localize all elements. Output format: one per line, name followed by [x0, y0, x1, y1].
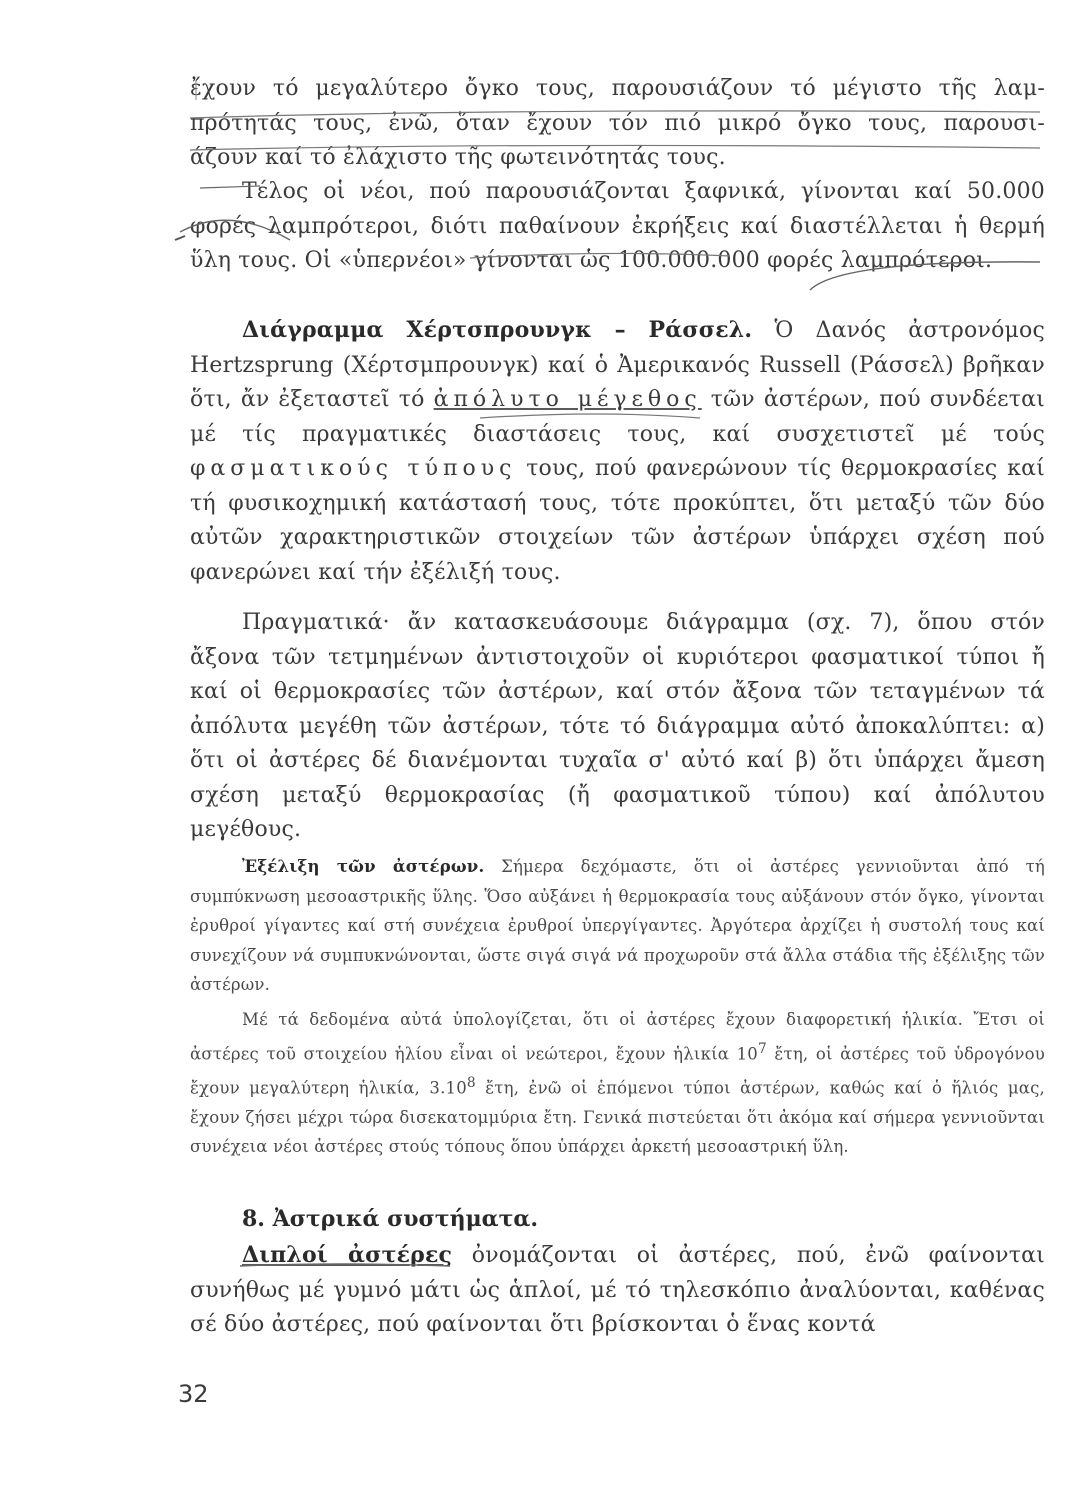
age-text: ἔτη, ἐνῶ οἱ ἑπόμενοι τύποι ἀστέρων, καθώς καί ὁ ἥλιός μας, ἔχουν ζήσει μέχρι τώρα δισεκατομμύρια ἔτη. Γενικά πιστεύεται ὅτι ἀκόμα καί σήμερα γεννιοῦνται συνέχεια νέοι ἀστέρες στούς τόπους ὅπου ὑπάρχει ἀρκετή μεσοαστρική ὕλη. [190, 1078, 1045, 1156]
evolution-text: Σήμερα δεχόμαστε, ὅτι οἱ ἀστέρες γεννιοῦνται ἀπό τή συμπύκνωση μεσοαστρικῆς ὕλης. Ὅσο αὐξάνει ἡ θερμοκρασία τους αὐξάνουν στόν ὄγκο, γίνονται ἐρυθροί γίγαντες καί στή συνέχεια ἐρυθροί ὑπεργίγαντες. Ἀργότερα ἀρχίζει ἡ συστολή τους καί συνεχίζουν νά συμπυκνώνονται, ὥστε σιγά σιγά νά προχωροῦν στά ἄλλα στάδια τῆς ἐξέλιξης τῶν ἀστέρων. [190, 857, 1045, 994]
paragraph-pragmatika [190, 606, 1045, 848]
diagram-text: τους, πού φανερώνουν τίς θερμοκρασίες καί τή φυσικοχημική κατάστασή τους, τότε προκύπτει, ὅτι μεταξύ τῶν δύο αὐτῶν χαρακτηριστικῶν στοιχείων τῶν ἀστέρων ὑπάρχει σχέση πού φανερώνει καί τήν ἐξέλιξή τους. [190, 456, 1045, 585]
diagram-text: Ὁ Δανός ἀστρονόμος Hertzsprung (Χέρτσμπρουνγκ) καί ὁ Ἀμερικανός Russell (Ράσσελ) βρῆκαν ὅτι, ἄν ἐξεταστεῖ τό [190, 318, 1045, 412]
paragraph-text: Πραγματικά· ἄν κατασκευάσουμε διάγραμμα (σχ. 7), ὅπου στόν ἄξονα τῶν τετμημένων ἀντιστοιχοῦν οἱ κυριότεροι φασματικοί τύποι ἤ καί οἱ θερμοκρασίες τῶν ἀστέρων, καί στόν ἄξονα τῶν τεταγμένων τά ἀπόλυτα μεγέθη τῶν ἀστέρων, τότε τό διάγραμμα αὐτό ἀποκαλύπτει: α) ὅτι οἱ ἀστέρες δέ διανέμονται τυχαῖα σ' αὐτό καί β) ὅτι ὑπάρχει ἄμεση σχέση μεταξύ θερμοκρασίας (ἤ φασματικοῦ τύπου) καί ἀπόλυτου μεγέθους. [190, 610, 1045, 842]
exponent: 8 [466, 1074, 476, 1091]
diagram-text: τῶν ἀστέρων, πού συνδέεται μέ τίς πραγματικές διαστάσεις τους, καί συσχετιστεῖ μέ τούς [190, 387, 1046, 447]
page-number: 32 [178, 1380, 209, 1408]
age-text: ἔτη, οἱ ἀστέρες τοῦ ὑδρογόνου ἔχουν μεγαλύτερη ἡλικία, 3.10 [190, 1044, 1045, 1097]
text-line: άζουν καί τό ἐλάχιστο τῆς φωτεινότητάς τους. [190, 145, 726, 170]
text-line: πρότητάς τους, ἐνῶ, ὅταν ἔχουν τόν πιό μικρό ὄγκο τους, παρουσι- [190, 110, 1045, 136]
continuation-paragraph [190, 72, 1045, 176]
age-text: Μέ τά δεδομένα αὐτά ὑπολογίζεται, ὅτι οἱ ἀστέρες ἔχουν διαφορετική ἡλικία. Ἔτσι οἱ ἀστέρες τοῦ στοιχείου ἡλίου εἶναι οἱ νεώτεροι, ἔχουν ἡλικία 10 [190, 1010, 1045, 1063]
evolution-heading: Ἐξέλιξη τῶν ἀστέρων. [242, 857, 485, 876]
paragraph-diagram [190, 313, 1045, 590]
text-line: ἔχουν τό μεγαλύτερο ὄγκο τους, παρουσιάζουν τό μέγιστο τῆς λαμ- [190, 76, 1045, 101]
paragraph-binary [190, 1238, 1045, 1343]
diagram-heading: Διάγραμμα Χέρτσπρουνγκ – Ράσσελ. [242, 317, 753, 343]
binary-text: ὀνομάζονται οἱ ἀστέρες, πού, ἐνῶ φαίνονται συνήθως μέ γυμνό μάτι ὡς ἁπλοί, μέ τό τηλεσκόπιο ἀναλύονται, καθένας σέ δύο ἀστέρες, πού φαίνονται ὅτι βρίσκονται ὁ ἕνας κοντά [190, 1243, 1045, 1337]
spaced-emphasis: ἀπόλυτο μέγεθος [433, 387, 702, 412]
spaced-emphasis: φασματικούς τύπους [190, 456, 517, 481]
paragraph-age [190, 1005, 1045, 1162]
section-8 [190, 1206, 1045, 1232]
exponent: 7 [757, 1040, 767, 1057]
paragraph-text: Τέλος οἱ νέοι, πού παρουσιάζονται ξαφνικά, γίνονται καί 50.000 φορές λαμπρότεροι, διότι παθαίνουν ἐκρήξεις καί διαστέλλεται ἡ θερμή ὕλη τους. Οἱ «ὑπερνέοι» γίνονται ὡς 100.000.000 φορές λαμπρότεροι. [190, 179, 1045, 273]
section-heading: 8. Ἀστρικά συστήματα. [242, 1206, 539, 1232]
binary-heading: Διπλοί ἀστέρες [242, 1242, 453, 1268]
paragraph-evolution [190, 852, 1045, 1000]
paragraph-telos [190, 175, 1045, 279]
